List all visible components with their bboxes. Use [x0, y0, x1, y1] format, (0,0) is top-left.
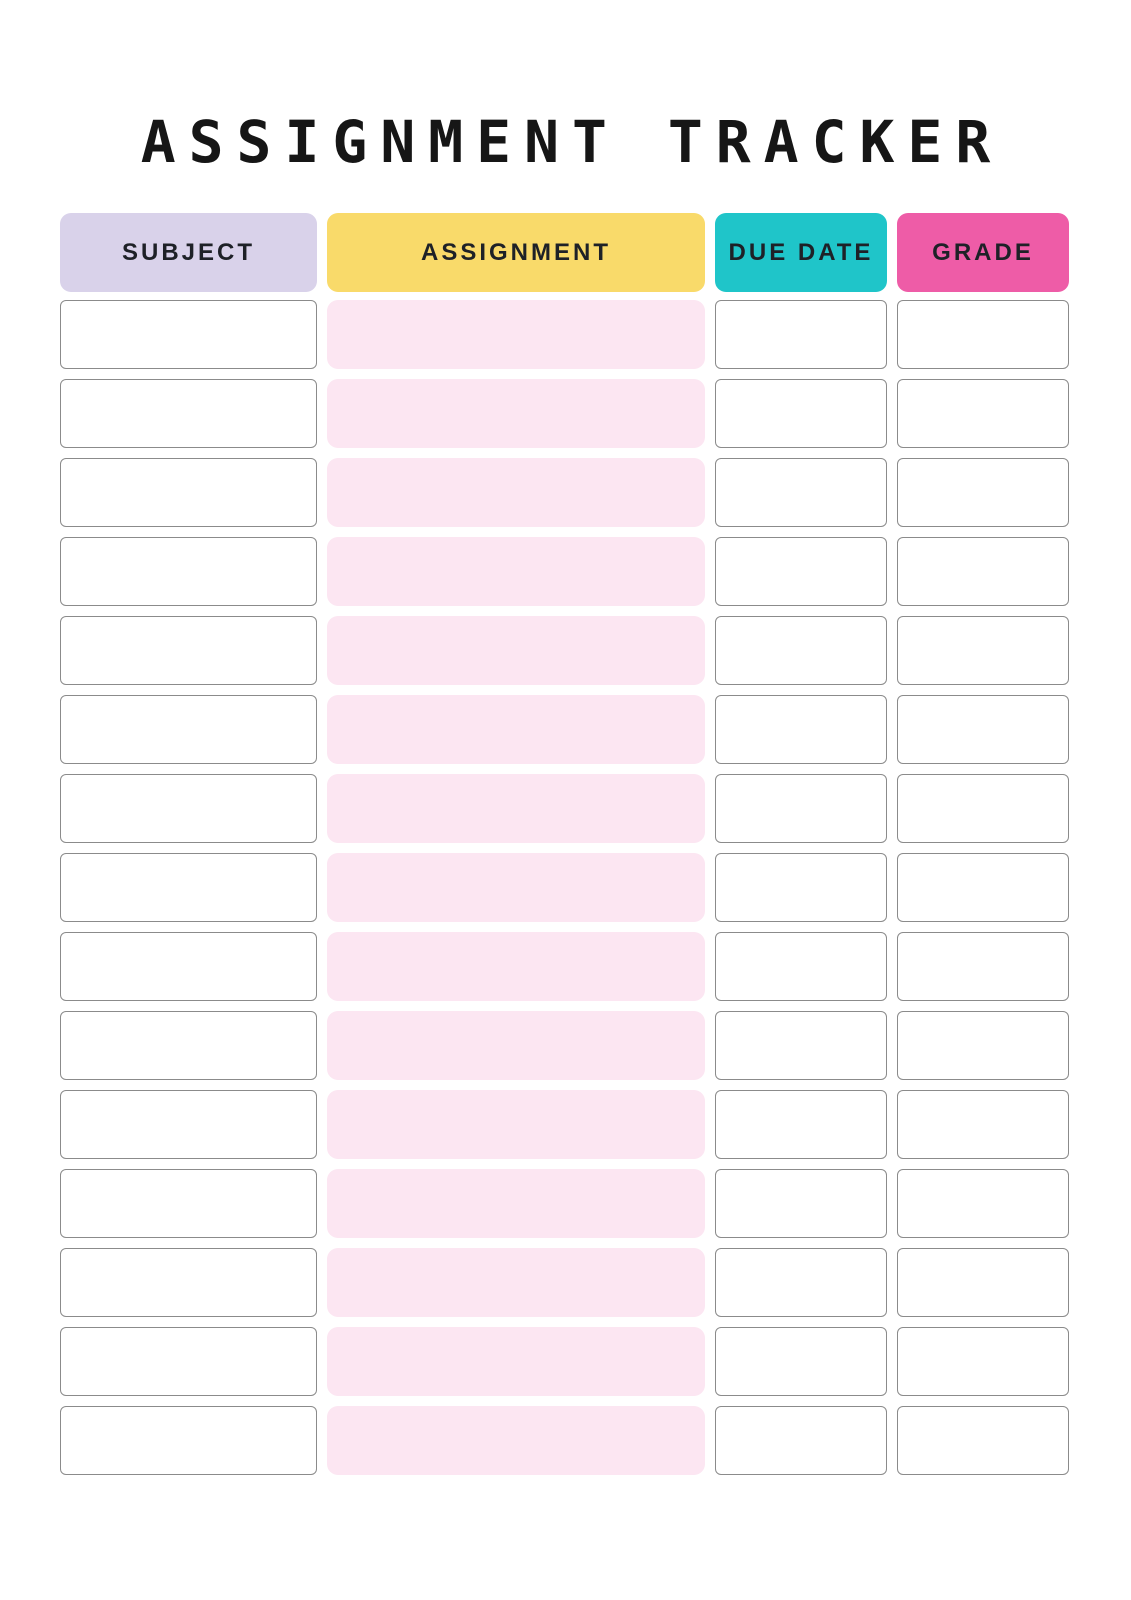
- grade-cell[interactable]: [897, 379, 1069, 448]
- table-row: [60, 300, 1069, 369]
- column-header-subject: [60, 213, 317, 292]
- subject-cell[interactable]: [60, 1090, 317, 1159]
- grade-cell[interactable]: [897, 300, 1069, 369]
- tracker-table: [60, 213, 1069, 1485]
- table-row: [60, 1011, 1069, 1080]
- due-date-cell[interactable]: [715, 1169, 887, 1238]
- due-date-cell[interactable]: [715, 300, 887, 369]
- due-date-cell[interactable]: [715, 932, 887, 1001]
- assignment-cell[interactable]: [327, 1011, 705, 1080]
- due-date-cell[interactable]: [715, 379, 887, 448]
- grade-cell[interactable]: [897, 1090, 1069, 1159]
- due-date-cell[interactable]: [715, 1248, 887, 1317]
- table-row: [60, 774, 1069, 843]
- grade-cell[interactable]: [897, 458, 1069, 527]
- due-date-cell[interactable]: [715, 1406, 887, 1475]
- assignment-cell[interactable]: [327, 537, 705, 606]
- grade-cell[interactable]: [897, 774, 1069, 843]
- table-row: [60, 1406, 1069, 1475]
- subject-cell[interactable]: [60, 616, 317, 685]
- grade-cell[interactable]: [897, 537, 1069, 606]
- column-header-subject-label: SUBJECT: [121, 238, 256, 266]
- table-row: [60, 1090, 1069, 1159]
- grade-cell[interactable]: [897, 1327, 1069, 1396]
- subject-cell[interactable]: [60, 774, 317, 843]
- table-row: [60, 853, 1069, 922]
- table-row: [60, 1248, 1069, 1317]
- table-row: [60, 616, 1069, 685]
- subject-cell[interactable]: [60, 1327, 317, 1396]
- subject-cell[interactable]: [60, 458, 317, 527]
- grade-cell[interactable]: [897, 1248, 1069, 1317]
- assignment-cell[interactable]: [327, 932, 705, 1001]
- column-header-due-date: [715, 213, 887, 292]
- column-header-grade: [897, 213, 1069, 292]
- due-date-cell[interactable]: [715, 616, 887, 685]
- table-row: [60, 932, 1069, 1001]
- subject-cell[interactable]: [60, 1011, 317, 1080]
- subject-cell[interactable]: [60, 853, 317, 922]
- table-header-row: [60, 213, 1069, 292]
- assignment-cell[interactable]: [327, 1327, 705, 1396]
- assignment-cell[interactable]: [327, 616, 705, 685]
- grade-cell[interactable]: [897, 616, 1069, 685]
- table-row: [60, 695, 1069, 764]
- subject-cell[interactable]: [60, 1406, 317, 1475]
- grade-cell[interactable]: [897, 1169, 1069, 1238]
- column-header-assignment: [327, 213, 705, 292]
- page-title: ASSIGNMENT TRACKER: [140, 108, 1004, 176]
- assignment-cell[interactable]: [327, 1090, 705, 1159]
- assignment-cell[interactable]: [327, 300, 705, 369]
- subject-cell[interactable]: [60, 1248, 317, 1317]
- assignment-cell[interactable]: [327, 1406, 705, 1475]
- assignment-cell[interactable]: [327, 458, 705, 527]
- table-body: [60, 300, 1069, 1475]
- subject-cell[interactable]: [60, 1169, 317, 1238]
- table-row: [60, 1169, 1069, 1238]
- assignment-cell[interactable]: [327, 1169, 705, 1238]
- due-date-cell[interactable]: [715, 537, 887, 606]
- due-date-cell[interactable]: [715, 695, 887, 764]
- subject-cell[interactable]: [60, 300, 317, 369]
- table-row: [60, 458, 1069, 527]
- assignment-cell[interactable]: [327, 853, 705, 922]
- subject-cell[interactable]: [60, 695, 317, 764]
- due-date-cell[interactable]: [715, 1011, 887, 1080]
- column-header-assignment-label: ASSIGNMENT: [420, 238, 611, 266]
- assignment-cell[interactable]: [327, 774, 705, 843]
- due-date-cell[interactable]: [715, 853, 887, 922]
- grade-cell[interactable]: [897, 1011, 1069, 1080]
- grade-cell[interactable]: [897, 1406, 1069, 1475]
- grade-cell[interactable]: [897, 853, 1069, 922]
- subject-cell[interactable]: [60, 537, 317, 606]
- subject-cell[interactable]: [60, 932, 317, 1001]
- assignment-cell[interactable]: [327, 695, 705, 764]
- due-date-cell[interactable]: [715, 774, 887, 843]
- column-header-due-date-label: DUE DATE: [728, 238, 874, 266]
- due-date-cell[interactable]: [715, 458, 887, 527]
- subject-cell[interactable]: [60, 379, 317, 448]
- due-date-cell[interactable]: [715, 1327, 887, 1396]
- assignment-cell[interactable]: [327, 1248, 705, 1317]
- grade-cell[interactable]: [897, 932, 1069, 1001]
- assignment-cell[interactable]: [327, 379, 705, 448]
- table-row: [60, 1327, 1069, 1396]
- table-row: [60, 379, 1069, 448]
- table-row: [60, 537, 1069, 606]
- due-date-cell[interactable]: [715, 1090, 887, 1159]
- grade-cell[interactable]: [897, 695, 1069, 764]
- column-header-grade-label: GRADE: [932, 238, 1034, 266]
